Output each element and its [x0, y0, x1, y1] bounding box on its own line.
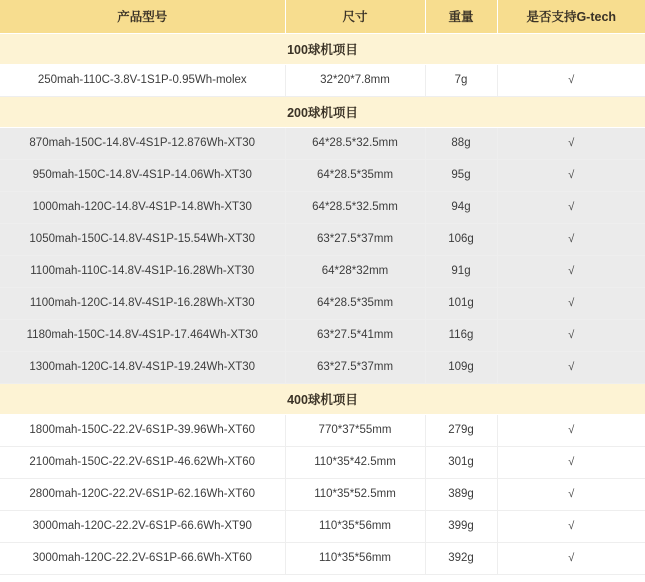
cell-product-model: 1180mah-150C-14.8V-4S1P-17.464Wh-XT30 [0, 319, 285, 351]
cell-gtech-support: √ [497, 351, 645, 383]
cell-size: 64*28.5*32.5mm [285, 127, 425, 159]
cell-size: 64*28.5*35mm [285, 287, 425, 319]
cell-product-model: 1100mah-120C-14.8V-4S1P-16.28Wh-XT30 [0, 287, 285, 319]
cell-product-model: 250mah-110C-3.8V-1S1P-0.95Wh-molex [0, 64, 285, 96]
table-row [0, 64, 645, 96]
table-row [0, 510, 645, 542]
table-group-label: 200球机项目 [0, 96, 645, 127]
table-row [0, 255, 645, 287]
cell-weight: 94g [425, 191, 497, 223]
cell-gtech-support: √ [497, 542, 645, 574]
cell-product-model: 1100mah-110C-14.8V-4S1P-16.28Wh-XT30 [0, 255, 285, 287]
cell-product-model: 1050mah-150C-14.8V-4S1P-15.54Wh-XT30 [0, 223, 285, 255]
cell-gtech-support: √ [497, 446, 645, 478]
table-row [0, 414, 645, 446]
cell-size: 32*20*7.8mm [285, 64, 425, 96]
cell-gtech-support: √ [497, 127, 645, 159]
cell-gtech-support: √ [497, 223, 645, 255]
table-group-label: 100球机项目 [0, 33, 645, 64]
cell-size: 110*35*56mm [285, 542, 425, 574]
table-row [0, 223, 645, 255]
cell-size: 63*27.5*37mm [285, 223, 425, 255]
cell-product-model: 2800mah-120C-22.2V-6S1P-62.16Wh-XT60 [0, 478, 285, 510]
cell-weight: 392g [425, 542, 497, 574]
cell-product-model: 3000mah-120C-22.2V-6S1P-66.6Wh-XT60 [0, 542, 285, 574]
table-body [0, 33, 645, 574]
table-row [0, 191, 645, 223]
cell-weight: 7g [425, 64, 497, 96]
column-header-weight: 重量 [425, 0, 497, 33]
column-header-model: 产品型号 [0, 0, 285, 33]
cell-weight: 101g [425, 287, 497, 319]
cell-weight: 109g [425, 351, 497, 383]
cell-gtech-support: √ [497, 64, 645, 96]
cell-weight: 95g [425, 159, 497, 191]
cell-weight: 116g [425, 319, 497, 351]
cell-product-model: 3000mah-120C-22.2V-6S1P-66.6Wh-XT90 [0, 510, 285, 542]
cell-product-model: 950mah-150C-14.8V-4S1P-14.06Wh-XT30 [0, 159, 285, 191]
cell-size: 64*28*32mm [285, 255, 425, 287]
cell-size: 63*27.5*37mm [285, 351, 425, 383]
cell-gtech-support: √ [497, 255, 645, 287]
table-row [0, 287, 645, 319]
cell-gtech-support: √ [497, 159, 645, 191]
cell-gtech-support: √ [497, 510, 645, 542]
cell-size: 770*37*55mm [285, 414, 425, 446]
cell-size: 64*28.5*35mm [285, 159, 425, 191]
cell-weight: 106g [425, 223, 497, 255]
cell-weight: 88g [425, 127, 497, 159]
table-row [0, 351, 645, 383]
table-row [0, 319, 645, 351]
cell-gtech-support: √ [497, 319, 645, 351]
table-group-label: 400球机项目 [0, 383, 645, 414]
cell-gtech-support: √ [497, 414, 645, 446]
table-group-row [0, 383, 645, 414]
cell-gtech-support: √ [497, 191, 645, 223]
cell-product-model: 1300mah-120C-14.8V-4S1P-19.24Wh-XT30 [0, 351, 285, 383]
cell-gtech-support: √ [497, 478, 645, 510]
cell-weight: 279g [425, 414, 497, 446]
cell-product-model: 1000mah-120C-14.8V-4S1P-14.8Wh-XT30 [0, 191, 285, 223]
cell-weight: 91g [425, 255, 497, 287]
cell-product-model: 870mah-150C-14.8V-4S1P-12.876Wh-XT30 [0, 127, 285, 159]
cell-product-model: 2100mah-150C-22.2V-6S1P-46.62Wh-XT60 [0, 446, 285, 478]
table-row [0, 542, 645, 574]
cell-product-model: 1800mah-150C-22.2V-6S1P-39.96Wh-XT60 [0, 414, 285, 446]
cell-size: 64*28.5*32.5mm [285, 191, 425, 223]
table-row [0, 159, 645, 191]
cell-size: 110*35*56mm [285, 510, 425, 542]
table-row [0, 478, 645, 510]
header-row [0, 0, 645, 33]
table-row [0, 446, 645, 478]
cell-size: 110*35*52.5mm [285, 478, 425, 510]
cell-gtech-support: √ [497, 287, 645, 319]
table-group-row [0, 33, 645, 64]
column-header-gtech: 是否支持G-tech [497, 0, 645, 33]
table-header [0, 0, 645, 33]
cell-weight: 399g [425, 510, 497, 542]
cell-weight: 389g [425, 478, 497, 510]
cell-size: 63*27.5*41mm [285, 319, 425, 351]
table-row [0, 127, 645, 159]
column-header-size: 尺寸 [285, 0, 425, 33]
table-group-row [0, 96, 645, 127]
cell-size: 110*35*42.5mm [285, 446, 425, 478]
cell-weight: 301g [425, 446, 497, 478]
